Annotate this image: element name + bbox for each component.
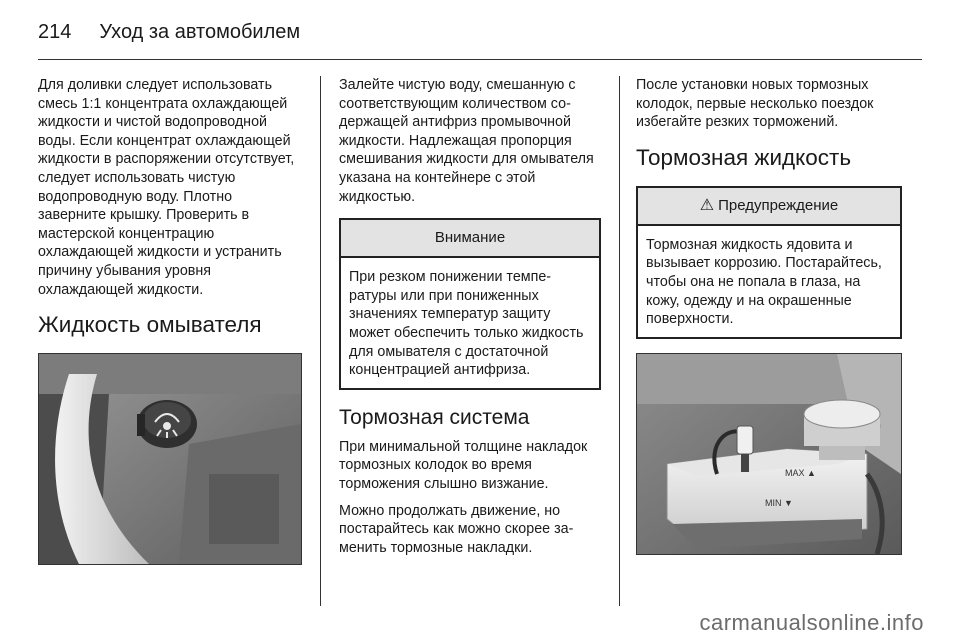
page-header [38,12,300,52]
column-divider-1 [320,76,321,606]
new-brake-pads-paragraph: После установки новых тормозных колодок, первые несколько поездок избегайте резких торможений. [636,77,874,131]
washer-reservoir-photo [38,353,302,565]
brake-fluid-reservoir-photo [636,353,902,555]
coolant-refill-paragraph: Для доливки следует использовать смесь 1:1 концентрата охлаждающей жидкости и чистой водопроводной воды. Если концентрат охлаждающей жидкости в распоряжении отсутствует, следует использовать чистую водопроводную воду. Плотно заверните крышку. Проверить в мастерской концентрацию охлаждающей жидкости и устранить причину убывания уровня охлаждающей жидкости. [38,77,295,298]
brake-fluid-heading: Тормозная жидкость [636,144,852,170]
site-watermark: carmanualsonline.info [699,610,924,635]
washer-fluid-heading: Жидкость омывателя [38,312,262,338]
warning-title: Предупреждение [718,196,839,214]
caution-text: При резком понижении температуры или при пониженных значениях температур защиту может обеспечить только жидкость для омывателя с достаточной концентрацией антифриза. [349,269,584,379]
washer-fluid-paragraph: Залейте чистую воду, смешанную с соответствующим количеством содержащей антифриз промывочной жидкости. Надлежащая пропорция смешивания жидкости для омывателя указана на контейнере с этой жидкостью. [339,77,594,205]
max-level-label: MAX ▲ [785,467,816,478]
page-number: 214 [38,21,72,43]
warning-box [636,186,902,339]
column-2 [339,76,601,565]
brake-pad-replace-paragraph: Можно продолжать движение, но постарайтесь как можно скорее заменить тормозные накладки. [339,502,574,556]
column-3 [636,76,902,555]
header-divider [38,59,922,60]
warning-title-bar [638,188,900,226]
warning-triangle-icon: ⚠ [699,196,715,214]
caution-box [339,218,601,390]
column-1 [38,76,300,565]
min-level-label: MIN ▼ [765,497,793,508]
caution-title: Внимание [341,220,599,258]
brake-pad-wear-paragraph: При минимальной толщине накладок тормозных колодок во время торможения слышно визжание. [339,438,588,492]
chapter-title: Уход за автомобилем [99,21,301,43]
brake-system-heading: Тормозная система [339,405,530,429]
warning-text: Тормозная жидкость ядовита и вызывает коррозию. Постарайтесь, чтобы она не попала в глаза, на кожу, одежду и на окрашенные поверхности. [646,236,882,328]
column-divider-2 [619,76,620,606]
